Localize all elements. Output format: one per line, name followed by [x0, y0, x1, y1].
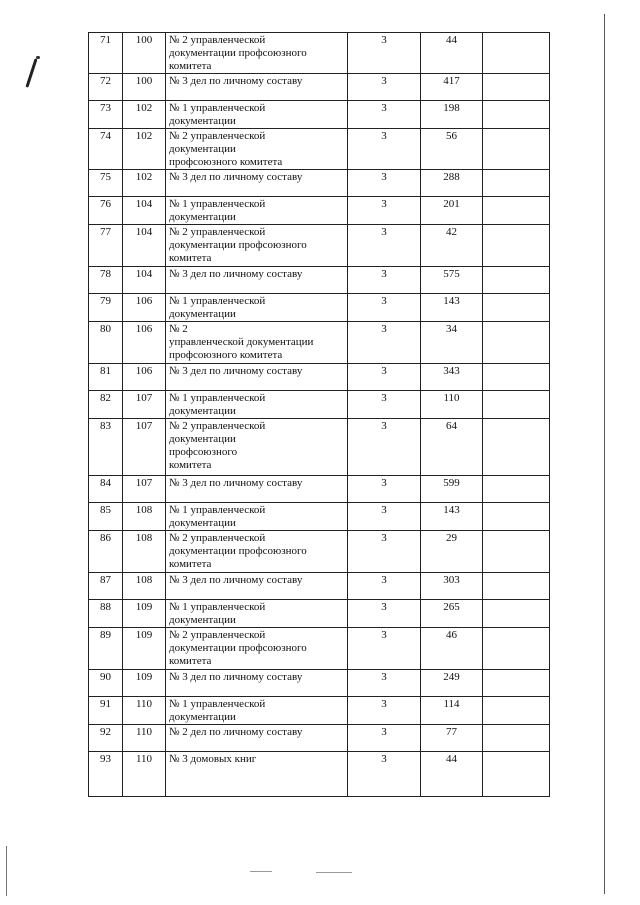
part-cell: 3 — [348, 628, 421, 670]
row-number-cell: 93 — [89, 752, 123, 797]
inventory-name-line: № 3 дел по личному составу — [169, 365, 303, 377]
part-cell: 3 — [348, 197, 421, 225]
item-count-cell: 114 — [421, 697, 483, 725]
fund-number-cell: 107 — [123, 476, 166, 503]
notes-cell — [483, 322, 550, 364]
table-row — [89, 170, 550, 197]
row-number-cell: 85 — [89, 503, 123, 531]
item-count-cell: 201 — [421, 197, 483, 225]
inventory-name-cell — [166, 225, 348, 267]
part-cell: 3 — [348, 267, 421, 294]
fund-number-cell: 107 — [123, 391, 166, 419]
item-count-cell: 343 — [421, 364, 483, 391]
notes-cell — [483, 391, 550, 419]
inventory-name-line: документации — [169, 711, 236, 723]
part-cell: 3 — [348, 101, 421, 129]
row-number-cell: 88 — [89, 600, 123, 628]
table-row — [89, 697, 550, 725]
fund-number-cell: 110 — [123, 725, 166, 752]
inventory-name-cell — [166, 33, 348, 74]
inventory-name-line: профсоюзного комитета — [169, 349, 283, 361]
table-row — [89, 129, 550, 170]
inventory-name-line: № 2 управленческой — [169, 420, 266, 432]
notes-cell — [483, 725, 550, 752]
inventory-name-line: документации профсоюзного — [169, 642, 307, 654]
fund-number-cell: 108 — [123, 503, 166, 531]
part-cell: 3 — [348, 322, 421, 364]
inventory-name-line: № 2 — [169, 323, 188, 335]
table-row — [89, 322, 550, 364]
item-count-cell: 265 — [421, 600, 483, 628]
part-cell: 3 — [348, 476, 421, 503]
inventory-name-line: документации — [169, 115, 236, 127]
inventory-name-line: № 3 дел по личному составу — [169, 477, 303, 489]
row-number-cell: 80 — [89, 322, 123, 364]
pen-mark-dot — [36, 56, 40, 59]
fund-number-cell: 104 — [123, 197, 166, 225]
table-row — [89, 503, 550, 531]
row-number-cell: 77 — [89, 225, 123, 267]
inventory-name-line: № 1 управленческой — [169, 295, 266, 307]
part-cell: 3 — [348, 129, 421, 170]
fund-number-cell: 100 — [123, 74, 166, 101]
inventory-name-cell — [166, 197, 348, 225]
part-cell: 3 — [348, 503, 421, 531]
item-count-cell: 303 — [421, 573, 483, 600]
part-cell: 3 — [348, 170, 421, 197]
inventory-name-line: профсоюзного — [169, 446, 238, 458]
inventory-name-cell — [166, 419, 348, 476]
inventory-name-line: № 2 управленческой — [169, 532, 266, 544]
item-count-cell: 46 — [421, 628, 483, 670]
notes-cell — [483, 628, 550, 670]
fund-number-cell: 102 — [123, 101, 166, 129]
notes-cell — [483, 294, 550, 322]
fund-number-cell: 109 — [123, 628, 166, 670]
inventory-name-cell — [166, 170, 348, 197]
scan-artifact — [316, 872, 352, 873]
notes-cell — [483, 752, 550, 797]
inventory-name-cell — [166, 531, 348, 573]
inventory-name-line: документации профсоюзного — [169, 47, 307, 59]
notes-cell — [483, 170, 550, 197]
row-number-cell: 82 — [89, 391, 123, 419]
inventory-name-cell — [166, 503, 348, 531]
item-count-cell: 77 — [421, 725, 483, 752]
notes-cell — [483, 197, 550, 225]
inventory-name-line: № 3 дел по личному составу — [169, 171, 303, 183]
table-row — [89, 294, 550, 322]
part-cell: 3 — [348, 294, 421, 322]
inventory-name-line: комитета — [169, 558, 212, 570]
row-number-cell: 89 — [89, 628, 123, 670]
inventory-name-line: № 1 управленческой — [169, 601, 266, 613]
notes-cell — [483, 419, 550, 476]
notes-cell — [483, 476, 550, 503]
table-row — [89, 628, 550, 670]
item-count-cell: 198 — [421, 101, 483, 129]
notes-cell — [483, 697, 550, 725]
notes-cell — [483, 129, 550, 170]
fund-number-cell: 108 — [123, 531, 166, 573]
row-number-cell: 86 — [89, 531, 123, 573]
item-count-cell: 249 — [421, 670, 483, 697]
part-cell: 3 — [348, 74, 421, 101]
inventory-name-cell — [166, 267, 348, 294]
inventory-name-line: комитета — [169, 459, 212, 471]
part-cell: 3 — [348, 725, 421, 752]
part-cell: 3 — [348, 697, 421, 725]
row-number-cell: 81 — [89, 364, 123, 391]
inventory-name-line: документации — [169, 433, 236, 445]
inventory-name-line: № 2 дел по личному составу — [169, 726, 303, 738]
inventory-name-line: № 3 дел по личному составу — [169, 671, 303, 683]
inventory-name-cell — [166, 600, 348, 628]
row-number-cell: 84 — [89, 476, 123, 503]
inventory-name-line: документации — [169, 517, 236, 529]
table-row — [89, 600, 550, 628]
inventory-name-line: № 1 управленческой — [169, 102, 266, 114]
inventory-name-line: № 2 управленческой — [169, 34, 266, 46]
inventory-name-line: комитета — [169, 60, 212, 72]
fund-number-cell: 109 — [123, 600, 166, 628]
row-number-cell: 87 — [89, 573, 123, 600]
fund-number-cell: 106 — [123, 294, 166, 322]
part-cell: 3 — [348, 391, 421, 419]
item-count-cell: 110 — [421, 391, 483, 419]
notes-cell — [483, 531, 550, 573]
fund-number-cell: 104 — [123, 225, 166, 267]
row-number-cell: 91 — [89, 697, 123, 725]
inventory-name-line: № 2 управленческой — [169, 629, 266, 641]
notes-cell — [483, 573, 550, 600]
fund-number-cell: 107 — [123, 419, 166, 476]
inventory-name-line: профсоюзного комитета — [169, 156, 283, 168]
fund-number-cell: 110 — [123, 697, 166, 725]
item-count-cell: 575 — [421, 267, 483, 294]
inventory-name-cell — [166, 628, 348, 670]
item-count-cell: 44 — [421, 752, 483, 797]
part-cell: 3 — [348, 364, 421, 391]
item-count-cell: 417 — [421, 74, 483, 101]
item-count-cell: 599 — [421, 476, 483, 503]
fund-number-cell: 108 — [123, 573, 166, 600]
table-row — [89, 531, 550, 573]
row-number-cell: 73 — [89, 101, 123, 129]
inventory-name-cell — [166, 697, 348, 725]
row-number-cell: 83 — [89, 419, 123, 476]
inventory-name-line: № 2 управленческой — [169, 226, 266, 238]
fund-number-cell: 100 — [123, 33, 166, 74]
inventory-table-body — [89, 33, 550, 797]
notes-cell — [483, 670, 550, 697]
notes-cell — [483, 503, 550, 531]
part-cell: 3 — [348, 600, 421, 628]
row-number-cell: 71 — [89, 33, 123, 74]
part-cell: 3 — [348, 33, 421, 74]
row-number-cell: 92 — [89, 725, 123, 752]
inventory-name-line: № 3 дел по личному составу — [169, 268, 303, 280]
inventory-name-cell — [166, 364, 348, 391]
inventory-name-line: управленческой документации — [169, 336, 314, 348]
inventory-name-line: документации — [169, 308, 236, 320]
row-number-cell: 74 — [89, 129, 123, 170]
inventory-table — [88, 32, 550, 797]
part-cell: 3 — [348, 670, 421, 697]
pen-mark — [25, 58, 37, 87]
table-row — [89, 267, 550, 294]
notes-cell — [483, 267, 550, 294]
table-row — [89, 391, 550, 419]
fund-number-cell: 110 — [123, 752, 166, 797]
item-count-cell: 56 — [421, 129, 483, 170]
inventory-name-cell — [166, 101, 348, 129]
inventory-name-line: № 1 управленческой — [169, 392, 266, 404]
row-number-cell: 90 — [89, 670, 123, 697]
inventory-name-line: комитета — [169, 252, 212, 264]
inventory-name-line: № 1 управленческой — [169, 198, 266, 210]
inventory-name-cell — [166, 752, 348, 797]
scan-edge-line — [604, 14, 605, 894]
inventory-name-cell — [166, 74, 348, 101]
inventory-name-line: № 2 управленческой — [169, 130, 266, 142]
table-row — [89, 670, 550, 697]
inventory-name-line: документации — [169, 614, 236, 626]
item-count-cell: 143 — [421, 503, 483, 531]
fund-number-cell: 106 — [123, 364, 166, 391]
inventory-name-cell — [166, 476, 348, 503]
table-row — [89, 752, 550, 797]
notes-cell — [483, 600, 550, 628]
fund-number-cell: 109 — [123, 670, 166, 697]
inventory-name-cell — [166, 129, 348, 170]
part-cell: 3 — [348, 573, 421, 600]
inventory-name-line: документации профсоюзного — [169, 545, 307, 557]
inventory-name-cell — [166, 573, 348, 600]
part-cell: 3 — [348, 752, 421, 797]
inventory-name-line: № 1 управленческой — [169, 698, 266, 710]
part-cell: 3 — [348, 225, 421, 267]
item-count-cell: 34 — [421, 322, 483, 364]
fund-number-cell: 106 — [123, 322, 166, 364]
part-cell: 3 — [348, 419, 421, 476]
row-number-cell: 72 — [89, 74, 123, 101]
scan-artifact — [250, 871, 272, 872]
inventory-name-line: документации — [169, 211, 236, 223]
fund-number-cell: 102 — [123, 170, 166, 197]
row-number-cell: 76 — [89, 197, 123, 225]
part-cell: 3 — [348, 531, 421, 573]
notes-cell — [483, 74, 550, 101]
table-row — [89, 225, 550, 267]
inventory-name-cell — [166, 322, 348, 364]
inventory-name-line: № 1 управленческой — [169, 504, 266, 516]
table-row — [89, 101, 550, 129]
row-number-cell: 78 — [89, 267, 123, 294]
row-number-cell: 79 — [89, 294, 123, 322]
notes-cell — [483, 33, 550, 74]
item-count-cell: 288 — [421, 170, 483, 197]
inventory-name-line: № 3 дел по личному составу — [169, 75, 303, 87]
inventory-name-cell — [166, 294, 348, 322]
scan-edge-line-left — [6, 846, 7, 896]
notes-cell — [483, 225, 550, 267]
inventory-name-line: комитета — [169, 655, 212, 667]
inventory-name-line: документации — [169, 143, 236, 155]
inventory-name-line: документации — [169, 405, 236, 417]
item-count-cell: 44 — [421, 33, 483, 74]
table-row — [89, 197, 550, 225]
inventory-name-line: документации профсоюзного — [169, 239, 307, 251]
table-row — [89, 364, 550, 391]
inventory-name-cell — [166, 670, 348, 697]
inventory-name-line: № 3 домовых книг — [169, 753, 257, 765]
row-number-cell: 75 — [89, 170, 123, 197]
notes-cell — [483, 101, 550, 129]
fund-number-cell: 104 — [123, 267, 166, 294]
item-count-cell: 42 — [421, 225, 483, 267]
table-row — [89, 419, 550, 476]
item-count-cell: 29 — [421, 531, 483, 573]
item-count-cell: 143 — [421, 294, 483, 322]
inventory-name-cell — [166, 391, 348, 419]
table-row — [89, 74, 550, 101]
table-row — [89, 476, 550, 503]
table-row — [89, 573, 550, 600]
inventory-name-line: № 3 дел по личному составу — [169, 574, 303, 586]
notes-cell — [483, 364, 550, 391]
table-row — [89, 725, 550, 752]
fund-number-cell: 102 — [123, 129, 166, 170]
inventory-name-cell — [166, 725, 348, 752]
table-row — [89, 33, 550, 74]
item-count-cell: 64 — [421, 419, 483, 476]
